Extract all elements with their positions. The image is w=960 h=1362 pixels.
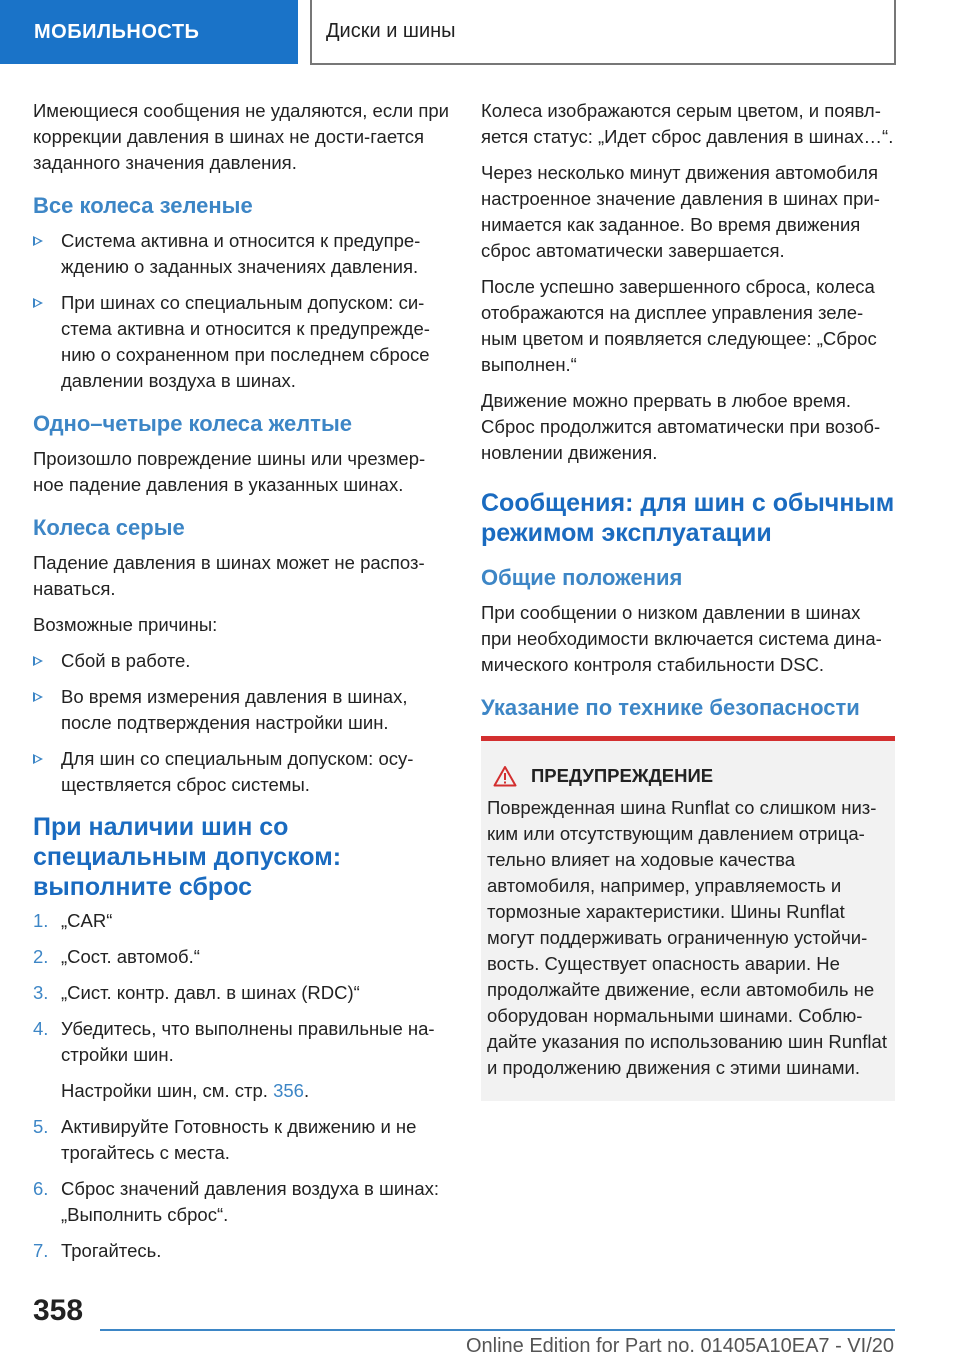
triangle-bullet-icon (33, 754, 43, 764)
step-item: 5. Активируйте Готовность к движению и не трогайтесь с места. (33, 1116, 417, 1163)
list-item: Для шин со специальным допуском: осу-ществляется сброс системы. (33, 746, 451, 798)
warning-text: Поврежденная шина Runflat со слишком низ-ким или отсутствующим давлением отрица-тельно влияет на ходовые качества автомобиля, например, управляемость и тормозные характеристики. Шины Runflat могут поддерживать ограниченную устойчи-вость. Существует опасность аварии. Не продолжайте движение, если автомобиль не оборудован нормальными шинами. Соблю-дайте указания по использованию шин Runflat и продолжению движения с этими шинами. (487, 797, 887, 1078)
left-column (33, 98, 451, 1274)
step-item: 6. Сброс значений давления воздуха в шинах: „Выполнить сброс“. (33, 1178, 440, 1225)
step-note: Настройки шин, см. стр. 356. (61, 1080, 310, 1101)
step-item: 4. Убедитесь, что выполнены правильные на-стройки шин. Настройки шин, см. стр. 356. (33, 1016, 451, 1104)
chapter-header (310, 0, 896, 65)
chapter-title: Диски и шины (326, 20, 456, 42)
page-number: 358 (33, 1294, 84, 1327)
triangle-bullet-icon (33, 656, 43, 666)
warning-box (481, 736, 895, 1101)
heading-messages: Сообщения: для шин с обычным режимом эксплуатации (481, 489, 895, 547)
heading-gray: Колеса серые (33, 515, 185, 540)
heading-safety: Указание по технике безопасности (481, 695, 860, 720)
heading-green: Все колеса зеленые (33, 193, 253, 218)
list-item: При шинах со специальным допуском: си-стема активна и относится к предупрежде-нию о сохраненном при последнем сбросе давлении воздуха в шинах. (33, 290, 451, 394)
heading-reset: При наличии шин со специальным допуском: выполните сброс (33, 813, 342, 901)
step-item: 3. „Сист. контр. давл. в шинах (RDC)“ (33, 982, 360, 1003)
list-item: Система активна и относится к предупре-ждению о заданных значениях давления. (33, 228, 451, 280)
warning-title: ПРЕДУПРЕЖДЕНИЕ (487, 763, 887, 789)
triangle-bullet-icon (33, 236, 43, 246)
section-tab (0, 0, 298, 64)
triangle-bullet-icon (33, 298, 43, 308)
list-item: Во время измерения давления в шинах, после подтверждения настройки шин. (33, 684, 451, 736)
paragraph: Через несколько минут движения автомобиля настроенное значение давления в шинах при-нимается как заданное. Во время движения сброс автоматически завершается. (481, 162, 880, 261)
general-text: При сообщении о низком давлении в шинах при необходимости включается система дина-мического контроля стабильности DSC. (481, 602, 882, 675)
gray-text: Падение давления в шинах может не распоз-наваться. (33, 552, 425, 599)
step-item: 1. „CAR“ (33, 910, 113, 931)
heading-general: Общие положения (481, 565, 683, 590)
intro-text: Имеющиеся сообщения не удаляются, если при коррекции давления в шинах не дости-гается заданного значения давления. (33, 100, 449, 173)
paragraph: После успешно завершенного сброса, колеса отображаются на дисплее управления зеле-ным цветом и появляется следующее: „Сброс выполнен.“ (481, 276, 877, 375)
section-title: МОБИЛЬНОСТЬ (34, 20, 200, 43)
paragraph: Движение можно прервать в любое время. Сброс продолжится автоматически при возоб-новлении движения. (481, 390, 881, 463)
causes-label: Возможные причины: (33, 614, 218, 635)
reset-steps (33, 908, 451, 1264)
heading-yellow: Одно–четыре колеса желтые (33, 411, 352, 436)
footer-divider (100, 1329, 895, 1331)
warning-triangle-icon (493, 765, 517, 787)
list-item: Сбой в работе. (33, 648, 451, 674)
step-item: 7. Трогайтесь. (33, 1240, 162, 1261)
triangle-bullet-icon (33, 692, 43, 702)
step-item: 2. „Сост. автомоб.“ (33, 946, 200, 967)
footer-edition: Online Edition for Part no. 01405A10EA7 - VI/20 (465, 1335, 894, 1357)
right-column (481, 98, 895, 1101)
yellow-text: Произошло повреждение шины или чрезмер-ное падение давления в указанных шинах. (33, 448, 426, 495)
paragraph: Колеса изображаются серым цветом, и появл-яется статус: „Идет сброс давления в шинах…“. (481, 100, 894, 147)
page-link[interactable]: 356 (273, 1080, 304, 1101)
causes-list (33, 648, 451, 798)
green-list (33, 228, 451, 394)
